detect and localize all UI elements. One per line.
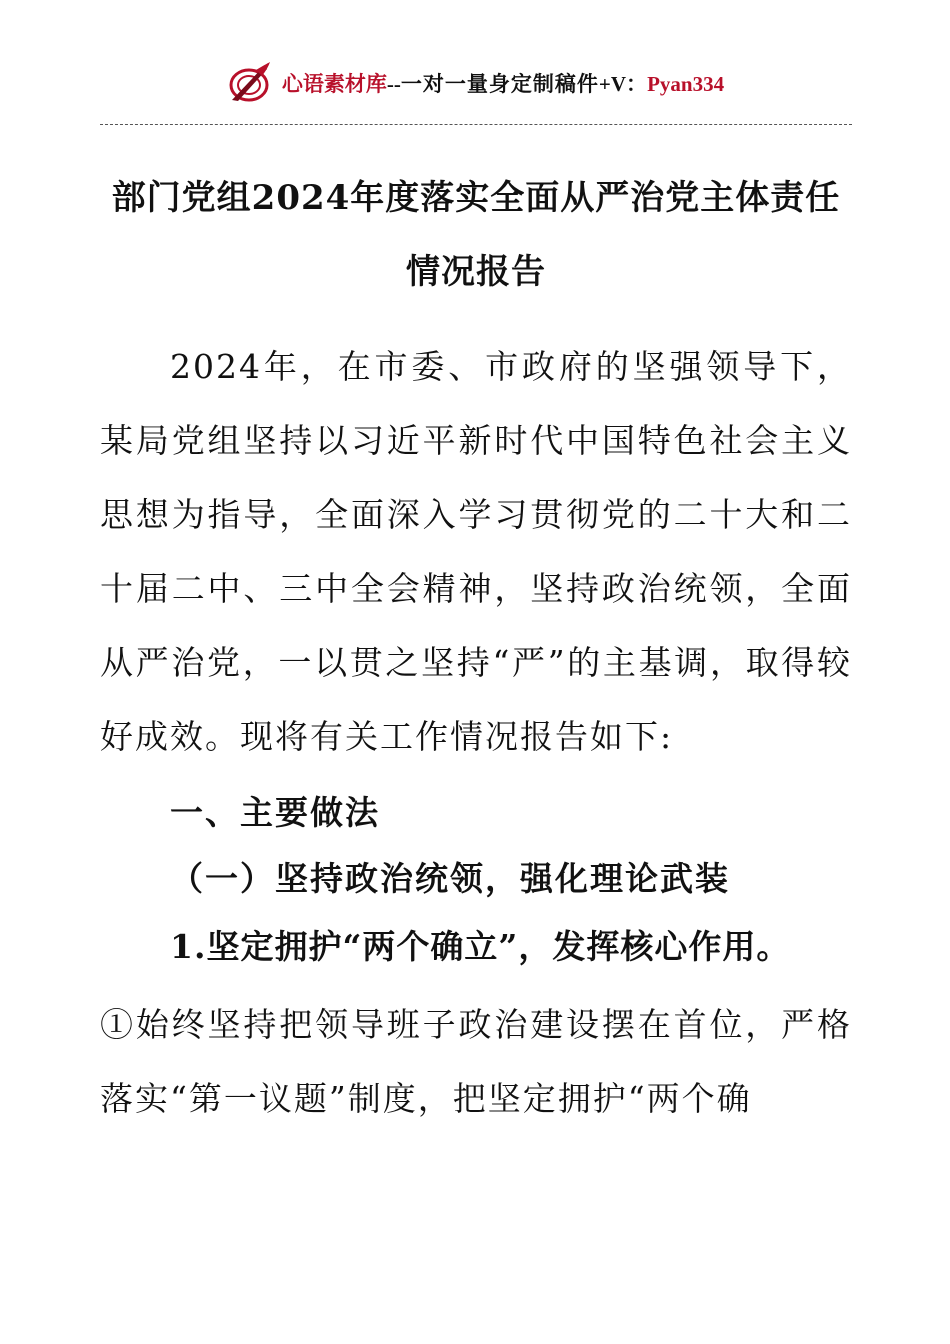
subsection-heading: （一）坚持政治统领，强化理论武装 [170,859,730,898]
item-heading: 1.坚定拥护“两个确立”，发挥核心作用。 [170,927,791,966]
brand-separator: -- [386,72,401,96]
title-line-1: 部门党组2024年度落实全面从严治党主体责任 [111,178,841,218]
page-header [0,52,950,114]
header-divider [100,124,852,125]
title-line-2: 情况报告 [406,252,546,292]
document-title [100,176,852,294]
brand-slogan: 一对一量身定制稿件 [400,72,599,96]
intro-paragraph: 2024年，在市委、市政府的坚强领导下，某局党组坚持以习近平新时代中国特色社会主义思想为指导，全面深入学习贯彻党的二十大和二十届二中、三中全会精神，坚持政治统领，全面从严治党，一以贯之坚持“严”的主基调，取得较好成效。现将有关工作情况报告如下: [100,347,852,756]
wechat-id: Pyan334 [647,72,725,96]
quill-pen-logo-icon [226,60,272,106]
wechat-prefix: +V： [598,72,648,96]
header-banner-text [282,68,724,98]
body-paragraph: ①始终坚持把领导班子政治建设摆在首位，严格落实“第一议题”制度，把坚定拥护“两个确 [100,1005,852,1118]
section-heading: 一、主要做法 [170,793,380,832]
brand-name: 心语素材库 [281,72,387,96]
